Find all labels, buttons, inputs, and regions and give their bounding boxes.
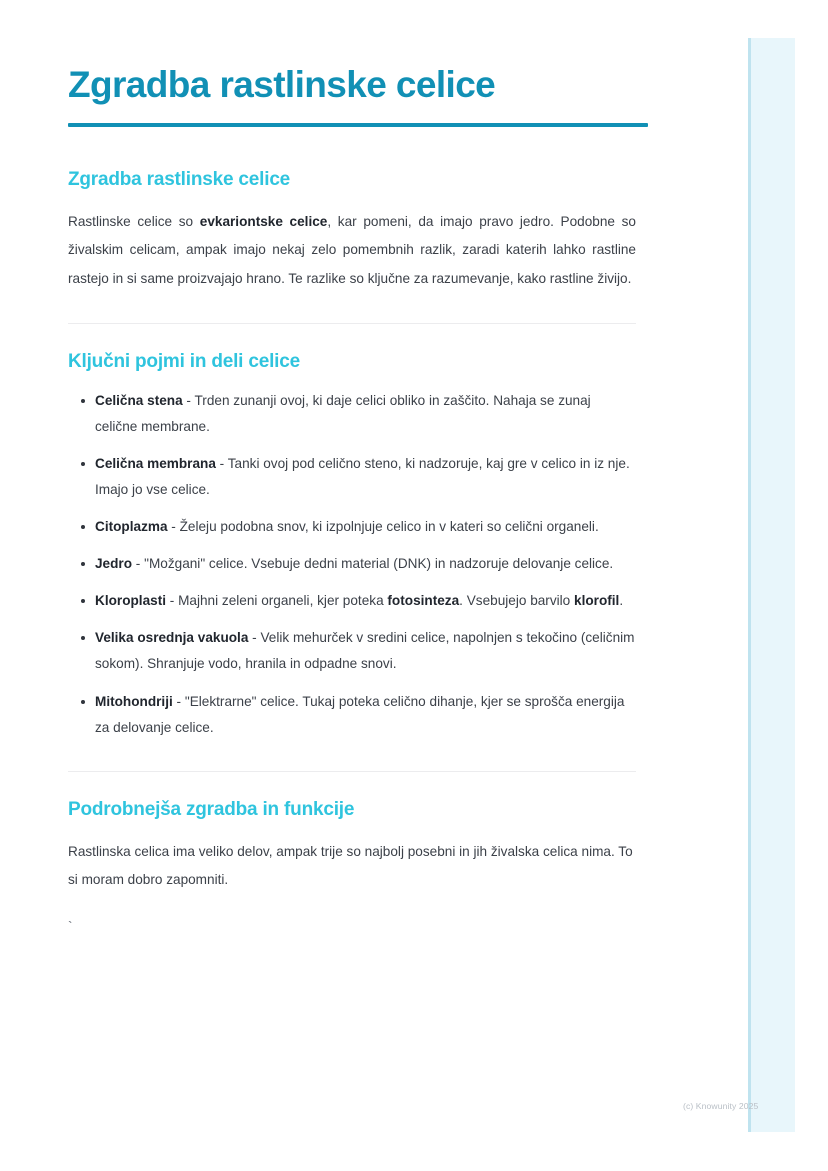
term-separator: - — [248, 630, 261, 646]
term-description-bold-2: klorofil — [574, 593, 620, 609]
list-item — [68, 625, 636, 677]
term-description-bold-1: fotosinteza — [387, 593, 460, 609]
list-item — [68, 588, 636, 614]
term-label: Velika osrednja vakuola — [95, 630, 249, 646]
section-divider-2 — [68, 771, 636, 772]
term-label: Jedro — [95, 556, 133, 572]
document-content — [68, 64, 636, 938]
list-item — [68, 514, 636, 540]
footer-credit: (c) Knowunity 2025 — [683, 1101, 759, 1111]
term-description: Želeju podobna snov, ki izpolnjuje celico in v kateri so celični organeli. — [179, 519, 599, 535]
term-separator: - — [172, 693, 185, 709]
term-description-part-3: . — [619, 593, 624, 609]
term-separator: - — [132, 556, 145, 572]
detail-paragraph: Rastlinska celica ima veliko delov, ampak trije so najbolj posebni in jih živalska celica nima. To si moram dobro zapomniti. — [68, 843, 633, 887]
intro-text-part-2: , kar pomeni, da imajo pravo jedro. Podobne so živalskim celicam, ampak imajo nekaj zelo pomembnih razlik, zaradi katerih lahko rastline rastejo in si same proizvajajo hrano. Te razlike so ključne za razumevanje, kako rastline živijo. — [68, 214, 636, 286]
term-label: Kloroplasti — [95, 593, 166, 609]
term-separator: - — [182, 392, 195, 408]
section-divider-1 — [68, 323, 636, 324]
stray-backtick-glyph: ` — [68, 919, 73, 935]
intro-bold-term: evkariontske celice — [199, 214, 328, 230]
term-description: Trden zunanji ovoj, ki daje celici obliko in zaščito. Nahaja se zunaj celične membrane. — [95, 392, 591, 434]
intro-paragraph — [68, 208, 636, 293]
term-description: Tanki ovoj pod celično steno, ki nadzoruje, kaj gre v celico in iz nje. Imajo jo vse celice. — [95, 455, 630, 498]
section-heading-intro: Zgradba rastlinske celice — [68, 169, 291, 191]
term-description-part-1: Majhni zeleni organeli, kjer poteka — [178, 593, 388, 609]
term-label: Mitohondriji — [95, 693, 173, 709]
term-label: Celična membrana — [95, 455, 216, 471]
term-description-part-2: . Vsebujejo barvilo — [459, 593, 575, 609]
term-separator: - — [166, 593, 179, 609]
term-label: Citoplazma — [95, 519, 168, 535]
term-description: "Možgani" celice. Vsebuje dedni material (DNK) in nadzoruje delovanje celice. — [144, 556, 614, 572]
list-item — [68, 451, 636, 503]
section-heading-key-terms: Ključni pojmi in deli celice — [68, 350, 300, 372]
key-terms-list — [68, 388, 636, 741]
title-underline-rule — [68, 123, 648, 127]
term-description: Velik mehurček v sredini celice, napolnjen s tekočino (celičnim sokom). Shranjuje vodo, hranila in odpadne snovi. — [95, 630, 635, 672]
list-item — [68, 689, 636, 741]
term-description: "Elektrarne" celice. Tukaj poteka celično dihanje, kjer se sprošča energija za delovanje celice. — [95, 693, 625, 735]
section-heading-detail: Podrobnejša zgradba in funkcije — [68, 798, 355, 820]
page-title: Zgradba rastlinske celice — [68, 64, 496, 105]
term-separator: - — [215, 455, 228, 471]
term-separator: - — [167, 519, 180, 535]
list-item — [68, 551, 636, 577]
intro-text-part-1: Rastlinske celice so — [68, 214, 200, 230]
term-label: Celična stena — [95, 392, 183, 408]
right-accent-strip — [748, 38, 795, 1132]
list-item — [68, 388, 636, 440]
